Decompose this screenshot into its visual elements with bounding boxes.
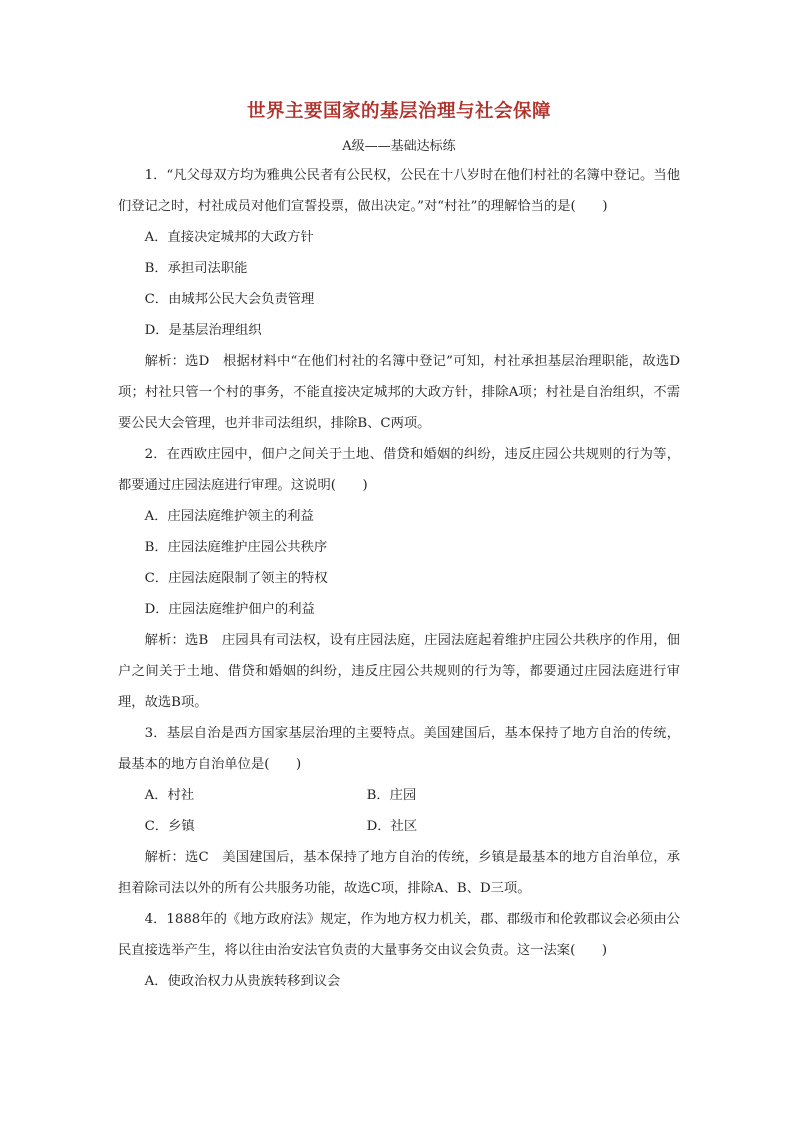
question-1-option-a: A．直接决定城邦的大政方针 [144, 230, 314, 245]
question-2-option-a: A．庄园法庭维护领主的利益 [144, 509, 314, 524]
question-4-stem: 4．1888年的《地方政府法》规定，作为地方权力机关，郡、郡级市和伦敦郡议会必须由公民直接选举产生，将以往由治安法官负责的大量事务交由议会负责。这一法案( ) [118, 912, 680, 958]
question-3-analysis: 解析：选C 美国建国后，基本保持了地方自治的传统，乡镇是最基本的地方自治单位，承担着除司法以外的所有公共服务功能，故选C项，排除A、B、D三项。 [118, 850, 680, 896]
question-3-options-row-2 [118, 811, 680, 842]
question-2-analysis: 解析：选B 庄园具有司法权，设有庄园法庭，庄园法庭起着维护庄园公共秩序的作用，佃户之间关于土地、借贷和婚姻的纠纷，违反庄园公共规则的行为等，都要通过庄园法庭进行审理，故选B项。 [118, 633, 680, 710]
question-1-stem: 1．“凡父母双方均为雅典公民者有公民权，公民在十八岁时在他们村社的名簿中登记。当他们登记之时，村社成员对他们宣誓投票，做出决定。”对“村社”的理解恰当的是( ) [118, 168, 680, 214]
question-2-option-b: B．庄园法庭维护庄园公共秩序 [144, 540, 328, 555]
question-2-option-d: D．庄园法庭维护佃户的利益 [144, 602, 315, 617]
question-3-option-b: B．庄园 [366, 788, 417, 803]
question-3-option-c: C．乡镇 [144, 819, 195, 834]
section-subtitle: A级——基础达标练 [342, 139, 456, 154]
question-3-option-a: A．村社 [144, 788, 195, 803]
question-3-options-row-1 [118, 780, 680, 811]
question-2-option-c: C．庄园法庭限制了领主的特权 [144, 571, 328, 586]
question-1-option-c: C．由城邦公民大会负责管理 [144, 292, 315, 307]
question-1-option-b: B．承担司法职能 [144, 261, 248, 276]
question-3-option-d: D．社区 [366, 819, 418, 834]
question-2-stem: 2．在西欧庄园中，佃户之间关于土地、借贷和婚姻的纠纷，违反庄园公共规则的行为等，都要通过庄园法庭进行审理。这说明( ) [118, 447, 680, 493]
question-3-stem: 3．基层自治是西方国家基层治理的主要特点。美国建国后，基本保持了地方自治的传统，最基本的地方自治单位是( ) [118, 726, 680, 772]
page-title: 世界主要国家的基层治理与社会保障 [246, 101, 551, 122]
document-page [118, 100, 680, 997]
question-1-analysis: 解析：选D 根据材料中“在他们村社的名簿中登记”可知，村社承担基层治理职能，故选D项；村社只管一个村的事务，不能直接决定城邦的大政方针，排除A项；村社是自治组织，不需要公民大会管理，也并非司法组织，排除B、C两项。 [118, 354, 680, 431]
question-4-option-a: A．使政治权力从贵族转移到议会 [144, 974, 341, 989]
question-1-option-d: D．是基层治理组织 [144, 323, 262, 338]
